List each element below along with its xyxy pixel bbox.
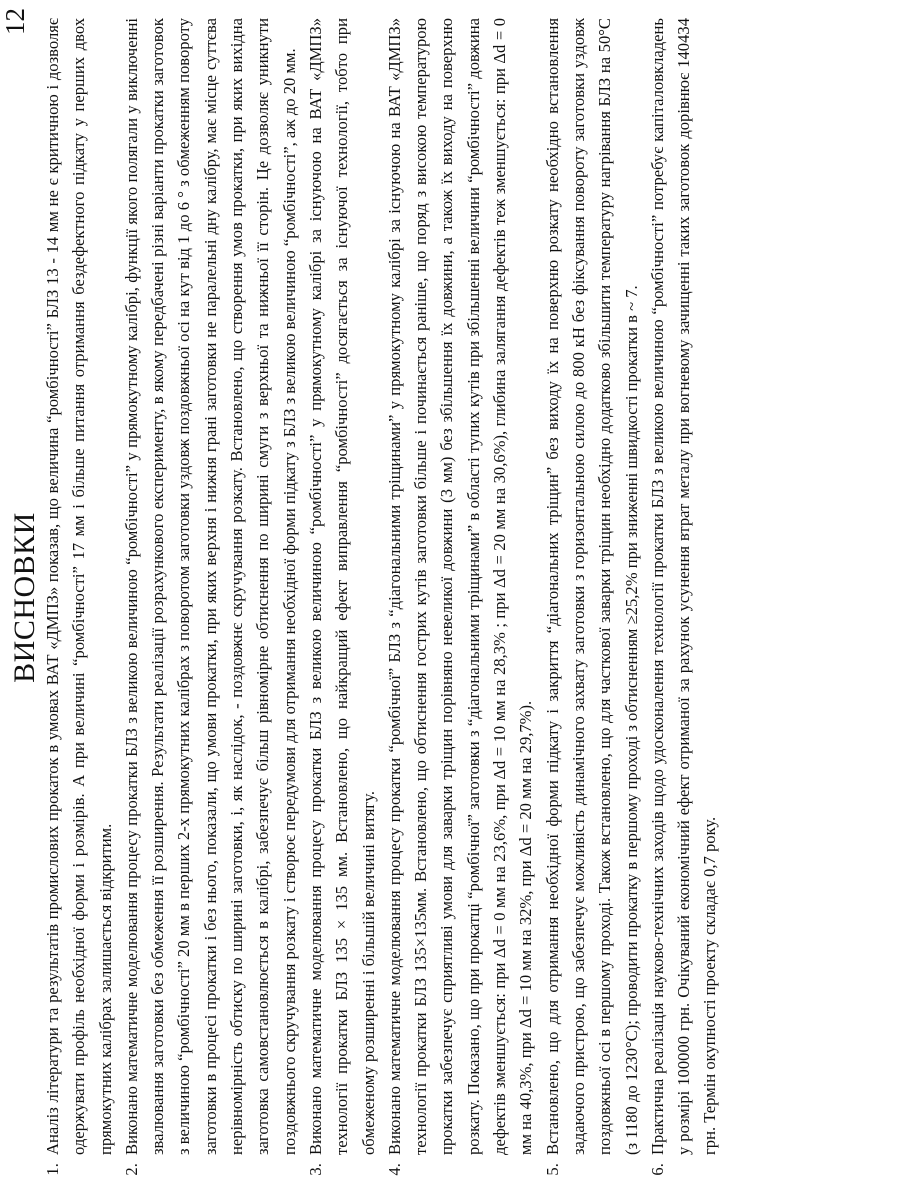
list-item-text: 6. Практична реалізація науково-технічних заходів щодо удосконалення технології прокатки БЛЗ з великою величиною “ромбічності” потребує капіталовкладень у розмірі 100000 грн. Очікуваний економічний ефект отриманої за рахунок усунення втрат металу при вогневому зачищенні таких заготовок дорівнює 140434 грн. Термін окупності проекту складає 0,7 року. [647,18,720,1155]
list-item-text: 2. Виконано математичне моделювання процесу прокатки БЛЗ з великою величиною “ромбічності” у прямокутному калібрі, функції якого полягали у виключенні звалювання заготовки без обмеження її розширення. Результати реалізації розрахункового експерименту, в якому передбачені різні варіанти прокатки заготовок з величиною “ромбічності” 20 мм в перших 2-х прямокутних калібрах з поворотом заготовки уздовж поздовжньої осі на кут від 1 до 6 ° з обмеженням повороту заготовки в процесі прокатки і без нього, показали, що умови прокатки, при яких верхня і нижня грані заготовки не паралельні дну калібру, має місце суттєва нерівномірність обтиску по ширині заготовки, і, як наслідок, - поздовжнє скручування розкату. Встановлено, що створення умов прокатки, при яких вихідна заготовка самовстановлюється в калібрі, забезпечує більш рівномірне обтиснення по ширині смуги з верхньої та нижньої її сторін. Це дозволяє уникнути поздовжнього скручування розкату і створює передумови для отримання необхідної форми підкату з БЛЗ з великою величиною “ромбічності”, аж до 20 мм. [121,18,299,1155]
list-item-text: 4. Виконано математичне моделювання процесу прокатки “ромбічної” БЛЗ з “діагональними тріщинами” у прямокутному калібрі за існуючою на ВАТ «ДМПЗ» технології прокатки БЛЗ 135×135мм. Встановлено, що обтиснення гострих кутів заготовки більше і починається раніше, що поряд з високою температурою прокатки забезпечує сприятливі умови для заварки тріщин порівняно невеликої довжини (3 мм) без збільшення їх довжини, а також їх виходу на поверхню розкату. Показано, що при прокатці “ромбічної” заготовки з “діагональними тріщинами” в області тупих кутів при збільшенні величини “ромбічності” довжина дефектів зменшується: при Δd = 0 мм на 23,6%, при Δd = 10 мм на 28,3% ; при Δd = 20 мм на 30,6%), глибина залягання дефектів теж зменшується: при Δd = 0 мм на 40,3%, при Δd = 10 мм на 32%, при Δd = 20 мм на 29,7%). [384,18,536,1155]
list-item [540,18,645,1159]
page-title: ВИСНОВКИ [8,512,41,683]
list-item [382,18,540,1159]
list-item [119,18,303,1159]
conclusions-list [40,18,724,1181]
page-number: 12 [0,8,30,35]
list-item [645,18,724,1159]
list-item [40,18,119,1159]
conclusions-body [40,18,724,1181]
list-item-text: 5. Встановлено, що для отримання необхідної форми підкату і закриття “діагональних тріщин” без виходу їх на поверхню розкату необхідно встановлення задаючого пристрою, що забезпечує можливість динамічного захвату заготовки з горизонтальною силою до 800 кН без фіксування повороту заготовки уздовж поздовжньої осі в першому проході. Також встановлено, що для часткової заварки тріщин необхідно додатково збільшити температуру нагрівання БЛЗ на 50°С (з 1180 до 1230°С); проводити прокатку в першому проході з обтисненням ≥25,2% при зниженні швидкості прокатки в ~ 7. [542,18,641,1155]
list-item-text: 3. Виконано математичне моделювання процесу прокатки БЛЗ з великою величиною “ромбічності” у прямокутному калібрі за існуючою на ВАТ «ДМПЗ» технології прокатки БЛЗ 135 × 135 мм. Встановлено, що найкращий ефект виправлення “ромбічності” досягається за існуючої технології, тобто при обмеженому розширенні і більшій величині витягу. [305,18,378,1155]
list-item [303,18,382,1159]
list-item-text: 1. Аналіз літератури та результатів промислових прокаток в умовах ВАТ «ДМПЗ» показав, що величина “ромбічності” БЛЗ 13 - 14 мм не є критичною і дозволяє одержувати профіль необхідної форми і розмірів. А при величині “ромбічності” 17 мм і більше питання отримання бездефектного підкату у перших двох прямокутних калібрах залишається відкритим. [43,18,115,1155]
